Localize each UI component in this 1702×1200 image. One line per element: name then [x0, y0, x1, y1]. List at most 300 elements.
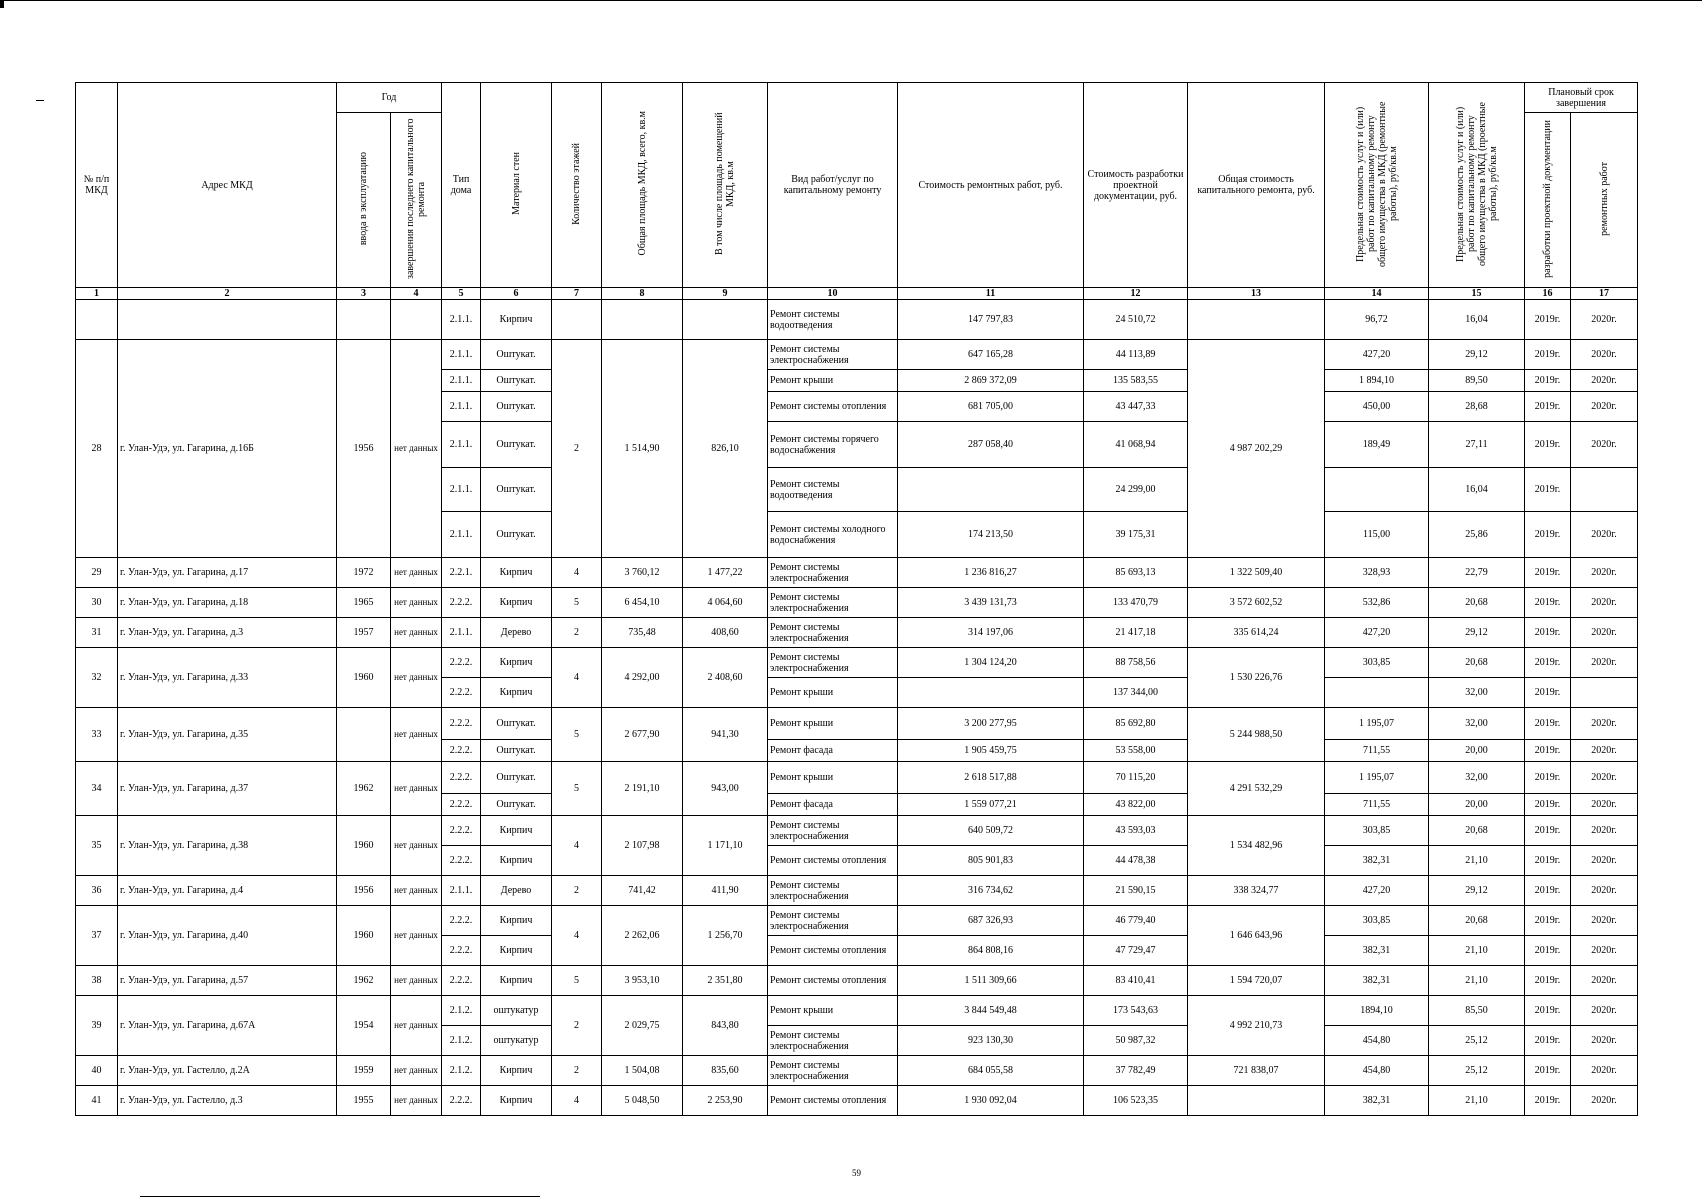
work-type: Ремонт системы электроснабжения: [768, 558, 898, 588]
deadline-design: 2019г.: [1525, 300, 1571, 340]
repair-cost: 1 905 459,75: [898, 740, 1084, 762]
house-type: 2.2.2.: [442, 966, 481, 996]
deadline-repair: 2020г.: [1571, 966, 1638, 996]
deadline-repair: [1571, 678, 1638, 708]
deadline-repair: 2020г.: [1571, 876, 1638, 906]
deadline-repair: 2020г.: [1571, 588, 1638, 618]
repair-cost: 1 559 077,21: [898, 794, 1084, 816]
house-type: 2.2.2.: [442, 740, 481, 762]
floors: 2: [552, 618, 602, 648]
work-type: Ремонт системы электроснабжения: [768, 816, 898, 846]
deadline-design: 2019г.: [1525, 678, 1571, 708]
wall-material: оштукатур: [481, 1026, 552, 1056]
work-type: Ремонт системы электроснабжения: [768, 876, 898, 906]
limit-design: 22,79: [1429, 558, 1525, 588]
house-num: 40: [76, 1056, 118, 1086]
year-last-repair: нет данных: [391, 762, 442, 816]
limit-design: 29,12: [1429, 876, 1525, 906]
total-area: 2 029,75: [602, 996, 683, 1056]
total-area: 735,48: [602, 618, 683, 648]
column-number: 8: [602, 288, 683, 300]
table-row: [76, 876, 1638, 906]
year-commission: [337, 300, 391, 340]
floors: 4: [552, 648, 602, 708]
year-commission: 1962: [337, 966, 391, 996]
wall-material: Оштукат.: [481, 762, 552, 794]
deadline-design: 2019г.: [1525, 392, 1571, 422]
premises-area: 943,00: [683, 762, 768, 816]
house-type: 2.2.2.: [442, 816, 481, 846]
house-type: 2.1.1.: [442, 370, 481, 392]
house-address: г. Улан-Удэ, ул. Гагарина, д.38: [118, 816, 337, 876]
premises-area: 2 408,60: [683, 648, 768, 708]
floors: 2: [552, 340, 602, 558]
design-cost: 135 583,55: [1084, 370, 1188, 392]
limit-design: 32,00: [1429, 708, 1525, 740]
house-num: 33: [76, 708, 118, 762]
house-type: 2.1.1.: [442, 392, 481, 422]
limit-repair: 450,00: [1325, 392, 1429, 422]
house-address: г. Улан-Удэ, ул. Гагарина, д.37: [118, 762, 337, 816]
deadline-repair: 2020г.: [1571, 1086, 1638, 1116]
total-cost: 4 987 202,29: [1188, 340, 1325, 558]
deadline-design: 2019г.: [1525, 966, 1571, 996]
deadline-design: 2019г.: [1525, 816, 1571, 846]
design-cost: 137 344,00: [1084, 678, 1188, 708]
house-type: 2.2.1.: [442, 558, 481, 588]
house-address: г. Улан-Удэ, ул. Гагарина, д.67А: [118, 996, 337, 1056]
work-type: Ремонт системы электроснабжения: [768, 588, 898, 618]
house-type: 2.2.2.: [442, 906, 481, 936]
total-area: 6 454,10: [602, 588, 683, 618]
work-type: Ремонт фасада: [768, 794, 898, 816]
deadline-design: 2019г.: [1525, 996, 1571, 1026]
year-commission: 1960: [337, 906, 391, 966]
table-row: [76, 340, 1638, 370]
header-floors: Количество этажей: [552, 83, 602, 288]
wall-material: Оштукат.: [481, 740, 552, 762]
column-number: 9: [683, 288, 768, 300]
year-last-repair: нет данных: [391, 876, 442, 906]
header-deadline-design: разработки проектной документации: [1525, 113, 1571, 288]
total-area: 2 107,98: [602, 816, 683, 876]
deadline-design: 2019г.: [1525, 740, 1571, 762]
limit-repair: 711,55: [1325, 794, 1429, 816]
house-type: 2.1.1.: [442, 422, 481, 468]
total-cost: 1 594 720,07: [1188, 966, 1325, 996]
total-cost: 4 992 210,73: [1188, 996, 1325, 1056]
premises-area: [683, 300, 768, 340]
deadline-design: 2019г.: [1525, 558, 1571, 588]
limit-design: 85,50: [1429, 996, 1525, 1026]
work-type: Ремонт фасада: [768, 740, 898, 762]
wall-material: Оштукат.: [481, 468, 552, 512]
header-limit-design: Предельная стоимость услуг и (или) работ по капитальному ремонту общего имущества в МКД (проектные работы), руб/кв.м: [1429, 83, 1525, 288]
year-last-repair: нет данных: [391, 966, 442, 996]
year-last-repair: нет данных: [391, 588, 442, 618]
wall-material: Оштукат.: [481, 422, 552, 468]
wall-material: Оштукат.: [481, 370, 552, 392]
house-type: 2.2.2.: [442, 648, 481, 678]
deadline-repair: 2020г.: [1571, 648, 1638, 678]
total-cost: 1 322 509,40: [1188, 558, 1325, 588]
work-type: Ремонт системы водоотведения: [768, 300, 898, 340]
column-number: 10: [768, 288, 898, 300]
repair-cost: 316 734,62: [898, 876, 1084, 906]
total-area: 3 760,12: [602, 558, 683, 588]
table-row: [76, 300, 1638, 340]
limit-design: 32,00: [1429, 762, 1525, 794]
limit-design: 20,68: [1429, 906, 1525, 936]
year-commission: 1956: [337, 340, 391, 558]
wall-material: Кирпич: [481, 846, 552, 876]
deadline-design: 2019г.: [1525, 648, 1571, 678]
repair-cost: [898, 678, 1084, 708]
limit-repair: 454,80: [1325, 1056, 1429, 1086]
header-deadline-repair: ремонтных работ: [1571, 113, 1638, 288]
deadline-design: 2019г.: [1525, 876, 1571, 906]
house-address: [118, 300, 337, 340]
repair-cost: 174 213,50: [898, 512, 1084, 558]
design-cost: 21 417,18: [1084, 618, 1188, 648]
year-commission: 1957: [337, 618, 391, 648]
year-commission: 1972: [337, 558, 391, 588]
year-last-repair: нет данных: [391, 648, 442, 708]
house-address: г. Улан-Удэ, ул. Гастелло, д.2А: [118, 1056, 337, 1086]
design-cost: 44 113,89: [1084, 340, 1188, 370]
table-row: [76, 588, 1638, 618]
table-row: [76, 648, 1638, 678]
repair-cost: 864 808,16: [898, 936, 1084, 966]
deadline-repair: 2020г.: [1571, 740, 1638, 762]
house-num: 39: [76, 996, 118, 1056]
total-cost: [1188, 1086, 1325, 1116]
limit-repair: 454,80: [1325, 1026, 1429, 1056]
work-type: Ремонт системы отопления: [768, 966, 898, 996]
deadline-repair: 2020г.: [1571, 422, 1638, 468]
column-number: 15: [1429, 288, 1525, 300]
total-cost: 4 291 532,29: [1188, 762, 1325, 816]
column-number: 7: [552, 288, 602, 300]
total-area: [602, 300, 683, 340]
limit-design: 25,12: [1429, 1056, 1525, 1086]
year-commission: 1956: [337, 876, 391, 906]
limit-repair: 1 195,07: [1325, 708, 1429, 740]
wall-material: Дерево: [481, 876, 552, 906]
limit-repair: 382,31: [1325, 1086, 1429, 1116]
premises-area: 1 477,22: [683, 558, 768, 588]
table-row: [76, 1056, 1638, 1086]
design-cost: 43 593,03: [1084, 816, 1188, 846]
column-number-row: [76, 288, 1638, 300]
table-row: [76, 816, 1638, 846]
house-num: [76, 300, 118, 340]
limit-design: 28,68: [1429, 392, 1525, 422]
deadline-repair: 2020г.: [1571, 392, 1638, 422]
premises-area: 843,80: [683, 996, 768, 1056]
year-last-repair: нет данных: [391, 708, 442, 762]
deadline-repair: 2020г.: [1571, 618, 1638, 648]
deadline-repair: 2020г.: [1571, 708, 1638, 740]
year-commission: 1955: [337, 1086, 391, 1116]
year-last-repair: нет данных: [391, 996, 442, 1056]
repair-cost: 1 930 092,04: [898, 1086, 1084, 1116]
deadline-design: 2019г.: [1525, 1086, 1571, 1116]
repair-cost: 681 705,00: [898, 392, 1084, 422]
house-num: 34: [76, 762, 118, 816]
work-type: Ремонт системы отопления: [768, 846, 898, 876]
work-type: Ремонт системы электроснабжения: [768, 1056, 898, 1086]
floors: 5: [552, 762, 602, 816]
deadline-repair: 2020г.: [1571, 936, 1638, 966]
total-cost: 338 324,77: [1188, 876, 1325, 906]
column-number: 3: [337, 288, 391, 300]
limit-repair: 427,20: [1325, 618, 1429, 648]
deadline-repair: 2020г.: [1571, 816, 1638, 846]
design-cost: 43 447,33: [1084, 392, 1188, 422]
house-type: 2.1.2.: [442, 996, 481, 1026]
repair-cost: 3 844 549,48: [898, 996, 1084, 1026]
premises-area: 1 256,70: [683, 906, 768, 966]
house-address: г. Улан-Удэ, ул. Гагарина, д.33: [118, 648, 337, 708]
wall-material: Кирпич: [481, 1086, 552, 1116]
house-type: 2.1.1.: [442, 300, 481, 340]
year-commission: 1954: [337, 996, 391, 1056]
total-cost: 721 838,07: [1188, 1056, 1325, 1086]
design-cost: 83 410,41: [1084, 966, 1188, 996]
repair-cost: 647 165,28: [898, 340, 1084, 370]
wall-material: Оштукат.: [481, 708, 552, 740]
limit-repair: 1894,10: [1325, 996, 1429, 1026]
limit-design: 21,10: [1429, 936, 1525, 966]
header-wall-material: Материал стен: [481, 83, 552, 288]
table-row: [76, 1086, 1638, 1116]
column-number: 1: [76, 288, 118, 300]
house-type: 2.1.1.: [442, 876, 481, 906]
repair-cost: 1 304 124,20: [898, 648, 1084, 678]
work-type: Ремонт системы электроснабжения: [768, 1026, 898, 1056]
limit-design: 32,00: [1429, 678, 1525, 708]
house-type: 2.1.1.: [442, 340, 481, 370]
year-last-repair: нет данных: [391, 1056, 442, 1086]
total-cost: 1 534 482,96: [1188, 816, 1325, 876]
limit-repair: 328,93: [1325, 558, 1429, 588]
limit-design: 25,12: [1429, 1026, 1525, 1056]
floors: 2: [552, 876, 602, 906]
repair-cost: 687 326,93: [898, 906, 1084, 936]
table-row: [76, 906, 1638, 936]
limit-design: 29,12: [1429, 340, 1525, 370]
limit-repair: 427,20: [1325, 340, 1429, 370]
house-type: 2.1.2.: [442, 1026, 481, 1056]
wall-material: Кирпич: [481, 558, 552, 588]
deadline-repair: 2020г.: [1571, 370, 1638, 392]
work-type: Ремонт крыши: [768, 996, 898, 1026]
house-address: г. Улан-Удэ, ул. Гагарина, д.35: [118, 708, 337, 762]
column-number: 4: [391, 288, 442, 300]
year-commission: [337, 708, 391, 762]
house-num: 35: [76, 816, 118, 876]
year-last-repair: нет данных: [391, 618, 442, 648]
repair-cost: 3 439 131,73: [898, 588, 1084, 618]
total-area: 4 292,00: [602, 648, 683, 708]
total-area: 2 191,10: [602, 762, 683, 816]
limit-design: 20,68: [1429, 588, 1525, 618]
column-number: 6: [481, 288, 552, 300]
wall-material: Кирпич: [481, 648, 552, 678]
premises-area: 1 171,10: [683, 816, 768, 876]
premises-area: 835,60: [683, 1056, 768, 1086]
limit-repair: 711,55: [1325, 740, 1429, 762]
limit-repair: 303,85: [1325, 816, 1429, 846]
deadline-repair: 2020г.: [1571, 906, 1638, 936]
deadline-repair: 2020г.: [1571, 512, 1638, 558]
total-cost: 1 646 643,96: [1188, 906, 1325, 966]
floors: [552, 300, 602, 340]
design-cost: 39 175,31: [1084, 512, 1188, 558]
total-area: 1 514,90: [602, 340, 683, 558]
design-cost: 41 068,94: [1084, 422, 1188, 468]
deadline-repair: 2020г.: [1571, 300, 1638, 340]
design-cost: 46 779,40: [1084, 906, 1188, 936]
limit-repair: 115,00: [1325, 512, 1429, 558]
house-type: 2.2.2.: [442, 678, 481, 708]
year-commission: 1962: [337, 762, 391, 816]
limit-repair: 382,31: [1325, 936, 1429, 966]
deadline-design: 2019г.: [1525, 1026, 1571, 1056]
house-num: 41: [76, 1086, 118, 1116]
wall-material: Дерево: [481, 618, 552, 648]
header-limit-repair: Предельная стоимость услуг и (или) работ по капитальному ремонту общего имущества в МКД (ремонтные работы), руб/кв.м: [1325, 83, 1429, 288]
deadline-design: 2019г.: [1525, 370, 1571, 392]
year-commission: 1959: [337, 1056, 391, 1086]
total-area: 1 504,08: [602, 1056, 683, 1086]
header-total-cost: Общая стоимость капитального ремонта, руб.: [1188, 83, 1325, 288]
deadline-repair: 2020г.: [1571, 996, 1638, 1026]
limit-repair: 382,31: [1325, 966, 1429, 996]
premises-area: 826,10: [683, 340, 768, 558]
year-last-repair: нет данных: [391, 340, 442, 558]
total-cost: 5 244 988,50: [1188, 708, 1325, 762]
deadline-design: 2019г.: [1525, 794, 1571, 816]
deadline-design: 2019г.: [1525, 468, 1571, 512]
year-last-repair: нет данных: [391, 558, 442, 588]
scan-mark-top-left: [0, 0, 4, 8]
design-cost: 24 299,00: [1084, 468, 1188, 512]
work-type: Ремонт системы отопления: [768, 392, 898, 422]
house-num: 28: [76, 340, 118, 558]
column-number: 5: [442, 288, 481, 300]
house-num: 38: [76, 966, 118, 996]
year-commission: 1960: [337, 648, 391, 708]
column-number: 12: [1084, 288, 1188, 300]
repair-cost: 923 130,30: [898, 1026, 1084, 1056]
deadline-design: 2019г.: [1525, 422, 1571, 468]
house-type: 2.2.2.: [442, 708, 481, 740]
house-num: 37: [76, 906, 118, 966]
limit-repair: [1325, 678, 1429, 708]
premises-area: 411,90: [683, 876, 768, 906]
house-num: 30: [76, 588, 118, 618]
floors: 4: [552, 558, 602, 588]
limit-design: 20,00: [1429, 794, 1525, 816]
work-type: Ремонт системы электроснабжения: [768, 906, 898, 936]
limit-design: 89,50: [1429, 370, 1525, 392]
scan-mark-bottom: [140, 1196, 540, 1197]
column-number: 14: [1325, 288, 1429, 300]
total-cost: [1188, 300, 1325, 340]
house-address: г. Улан-Удэ, ул. Гагарина, д.17: [118, 558, 337, 588]
column-number: 11: [898, 288, 1084, 300]
column-number: 16: [1525, 288, 1571, 300]
limit-design: 21,10: [1429, 966, 1525, 996]
deadline-design: 2019г.: [1525, 846, 1571, 876]
limit-design: 25,86: [1429, 512, 1525, 558]
header-deadline-group: Плановый срок завершения: [1525, 83, 1638, 113]
deadline-design: 2019г.: [1525, 618, 1571, 648]
limit-repair: 1 894,10: [1325, 370, 1429, 392]
table-row: [76, 996, 1638, 1026]
house-type: 2.1.1.: [442, 618, 481, 648]
limit-design: 21,10: [1429, 1086, 1525, 1116]
design-cost: 50 987,32: [1084, 1026, 1188, 1056]
design-cost: 43 822,00: [1084, 794, 1188, 816]
limit-repair: 532,86: [1325, 588, 1429, 618]
column-number: 13: [1188, 288, 1325, 300]
table-row: [76, 618, 1638, 648]
floors: 5: [552, 966, 602, 996]
work-type: Ремонт системы водоотведения: [768, 468, 898, 512]
wall-material: Кирпич: [481, 816, 552, 846]
wall-material: Кирпич: [481, 678, 552, 708]
total-area: 5 048,50: [602, 1086, 683, 1116]
wall-material: Кирпич: [481, 906, 552, 936]
house-type: 2.2.2.: [442, 1086, 481, 1116]
design-cost: 70 115,20: [1084, 762, 1188, 794]
header-house-type: Тип дома: [442, 83, 481, 288]
repair-cost: 287 058,40: [898, 422, 1084, 468]
repair-cost: 2 618 517,88: [898, 762, 1084, 794]
house-num: 32: [76, 648, 118, 708]
repair-cost: 1 511 309,66: [898, 966, 1084, 996]
wall-material: Оштукат.: [481, 340, 552, 370]
limit-design: 27,11: [1429, 422, 1525, 468]
wall-material: Кирпич: [481, 588, 552, 618]
total-area: 741,42: [602, 876, 683, 906]
column-number: 17: [1571, 288, 1638, 300]
design-cost: 37 782,49: [1084, 1056, 1188, 1086]
total-cost: 1 530 226,76: [1188, 648, 1325, 708]
house-type: 2.2.2.: [442, 846, 481, 876]
floors: 2: [552, 996, 602, 1056]
house-address: г. Улан-Удэ, ул. Гагарина, д.16Б: [118, 340, 337, 558]
header-repair-cost: Стоимость ремонтных работ, руб.: [898, 83, 1084, 288]
deadline-design: 2019г.: [1525, 340, 1571, 370]
header-total-area: Общая площадь МКД, всего, кв.м: [602, 83, 683, 288]
design-cost: 85 693,13: [1084, 558, 1188, 588]
deadline-design: 2019г.: [1525, 708, 1571, 740]
floors: 2: [552, 1056, 602, 1086]
house-address: г. Улан-Удэ, ул. Гагарина, д.57: [118, 966, 337, 996]
design-cost: 53 558,00: [1084, 740, 1188, 762]
total-cost: 335 614,24: [1188, 618, 1325, 648]
repair-cost: 805 901,83: [898, 846, 1084, 876]
limit-design: 16,04: [1429, 300, 1525, 340]
design-cost: 47 729,47: [1084, 936, 1188, 966]
header-design-cost: Стоимость разработки проектной документации, руб.: [1084, 83, 1188, 288]
design-cost: 106 523,35: [1084, 1086, 1188, 1116]
scan-mark-left: [36, 100, 44, 101]
